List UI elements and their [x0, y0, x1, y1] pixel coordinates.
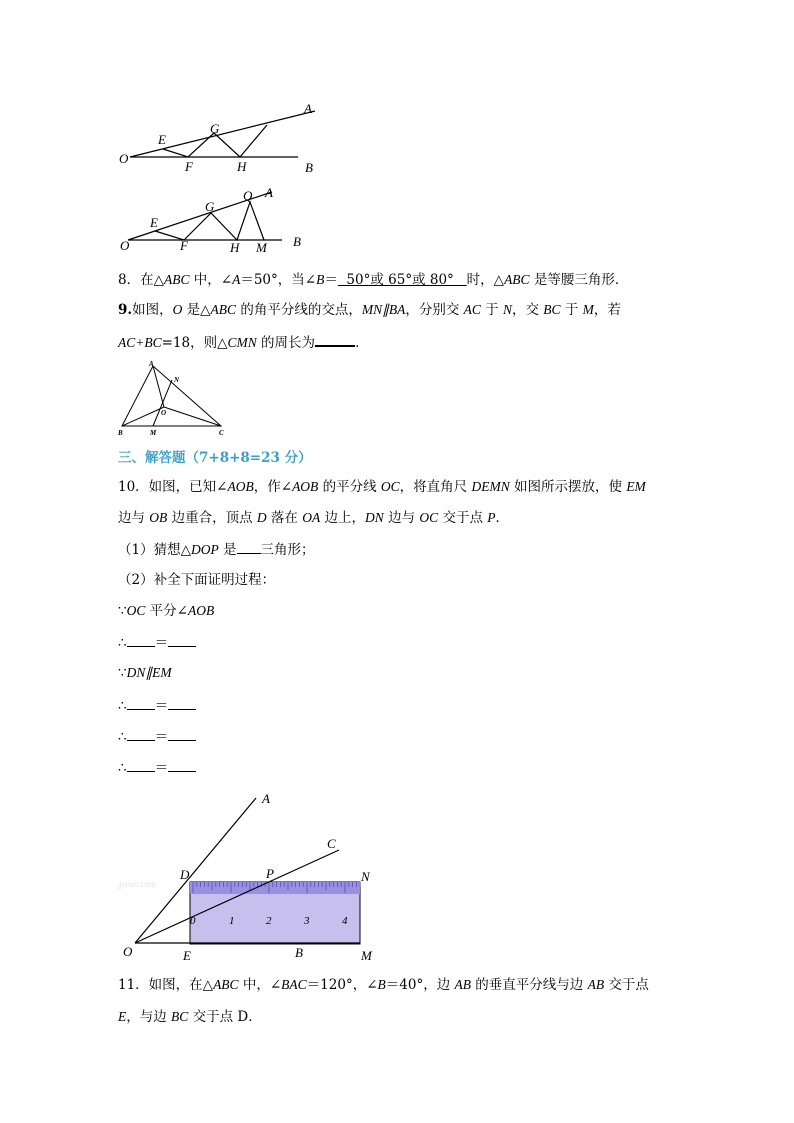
triangle-abc [122, 366, 221, 426]
label-O: O [120, 238, 130, 253]
q10-answer-blank [237, 539, 261, 554]
ruler-tick-2: 2 [266, 915, 272, 927]
bisector-b [122, 407, 167, 426]
figure-q10 [115, 785, 385, 965]
label-A: A [304, 101, 312, 116]
proof-line-1: ∵OC 平分∠AOB [118, 603, 215, 619]
question-11-line-2: E，与边 BC 交于点 D． [118, 1009, 262, 1025]
question-9-line-1: 9.如图，O 是△ABC 的角平分线的交点，MN∥BA，分别交 AC 于 N，交 BC 于 M，若 [118, 302, 621, 318]
proof-line-2: ∴ ＝ [118, 632, 196, 653]
label-A: A [262, 791, 270, 806]
label-M: M [256, 240, 267, 255]
ruler-tick-3: 3 [304, 915, 310, 927]
label-Q: Q [243, 188, 253, 203]
line-ao [153, 366, 164, 407]
label-F: F [185, 159, 193, 174]
label-G: G [205, 199, 215, 214]
label-N: N [361, 869, 370, 884]
label-G: G [210, 121, 220, 136]
section-3-title: 三、解答题（7+8+8=23 分） [118, 450, 312, 466]
label-E: E [150, 215, 158, 230]
label-O: O [119, 151, 129, 166]
ruler-tick-1: 1 [229, 915, 235, 927]
ruler-tick-4: 4 [342, 915, 348, 927]
label-M: M [150, 429, 157, 437]
label-F: F [180, 238, 188, 253]
label-E: E [183, 948, 191, 963]
label-N: N [174, 376, 180, 384]
label-B: B [293, 234, 301, 249]
label-C: C [327, 836, 336, 851]
label-M: M [361, 948, 372, 963]
label-H: H [230, 240, 240, 255]
figure-q9 [112, 358, 232, 440]
label-C: C [219, 429, 224, 437]
question-8: 8．在△ABC 中，∠A＝50°，当∠B＝ 50°或 65°或 80° 时，△ABC 是等腰三角形． [118, 272, 629, 288]
label-B: B [295, 945, 303, 960]
question-9-line-2: AC+BC=18，则△CMN 的周长为 ． [118, 331, 369, 353]
bisector-c [164, 407, 221, 426]
question-11-line-1: 11．如图，在△ABC 中，∠BAC＝120°，∠B＝40°，边 AB 的垂直平分线与边 AB 交于点 [118, 977, 649, 993]
label-D: D [180, 867, 190, 882]
q8-answer: 50°或 65°或 80° [337, 272, 467, 288]
proof-line-6: ∴ ＝ [118, 757, 196, 778]
proof-line-4: ∴ ＝ [118, 695, 196, 716]
label-B: B [118, 429, 123, 437]
proof-line-5: ∴ ＝ [118, 726, 196, 747]
watermark: jyeoo.com [119, 879, 156, 889]
label-O: O [161, 409, 167, 417]
label-H: H [237, 159, 247, 174]
proof-line-3: ∵DN∥EM [118, 665, 172, 681]
question-10-line-1: 10．如图，已知∠AOB，作∠AOB 的平分线 OC，将直角尺 DEMN 如图所示摆放，使 EM [118, 479, 646, 495]
label-B: B [305, 160, 313, 175]
figure-2 [110, 180, 310, 255]
label-O: O [123, 944, 133, 959]
figure-1 [110, 95, 330, 180]
question-10-sub-2: （2）补全下面证明过程： [118, 572, 276, 588]
label-A: A [149, 360, 154, 368]
label-E: E [158, 132, 166, 147]
question-10-line-2: 边与 OB 边重合，顶点 D 落在 OA 边上，DN 边与 OC 交于点 P． [118, 510, 509, 526]
question-10-sub-1: （1）猜想△DOP 是 三角形； [118, 539, 315, 560]
q9-answer-blank [315, 331, 355, 347]
label-A: A [265, 185, 273, 200]
ruler-tick-0: 0 [190, 915, 196, 927]
label-P: P [266, 866, 274, 881]
